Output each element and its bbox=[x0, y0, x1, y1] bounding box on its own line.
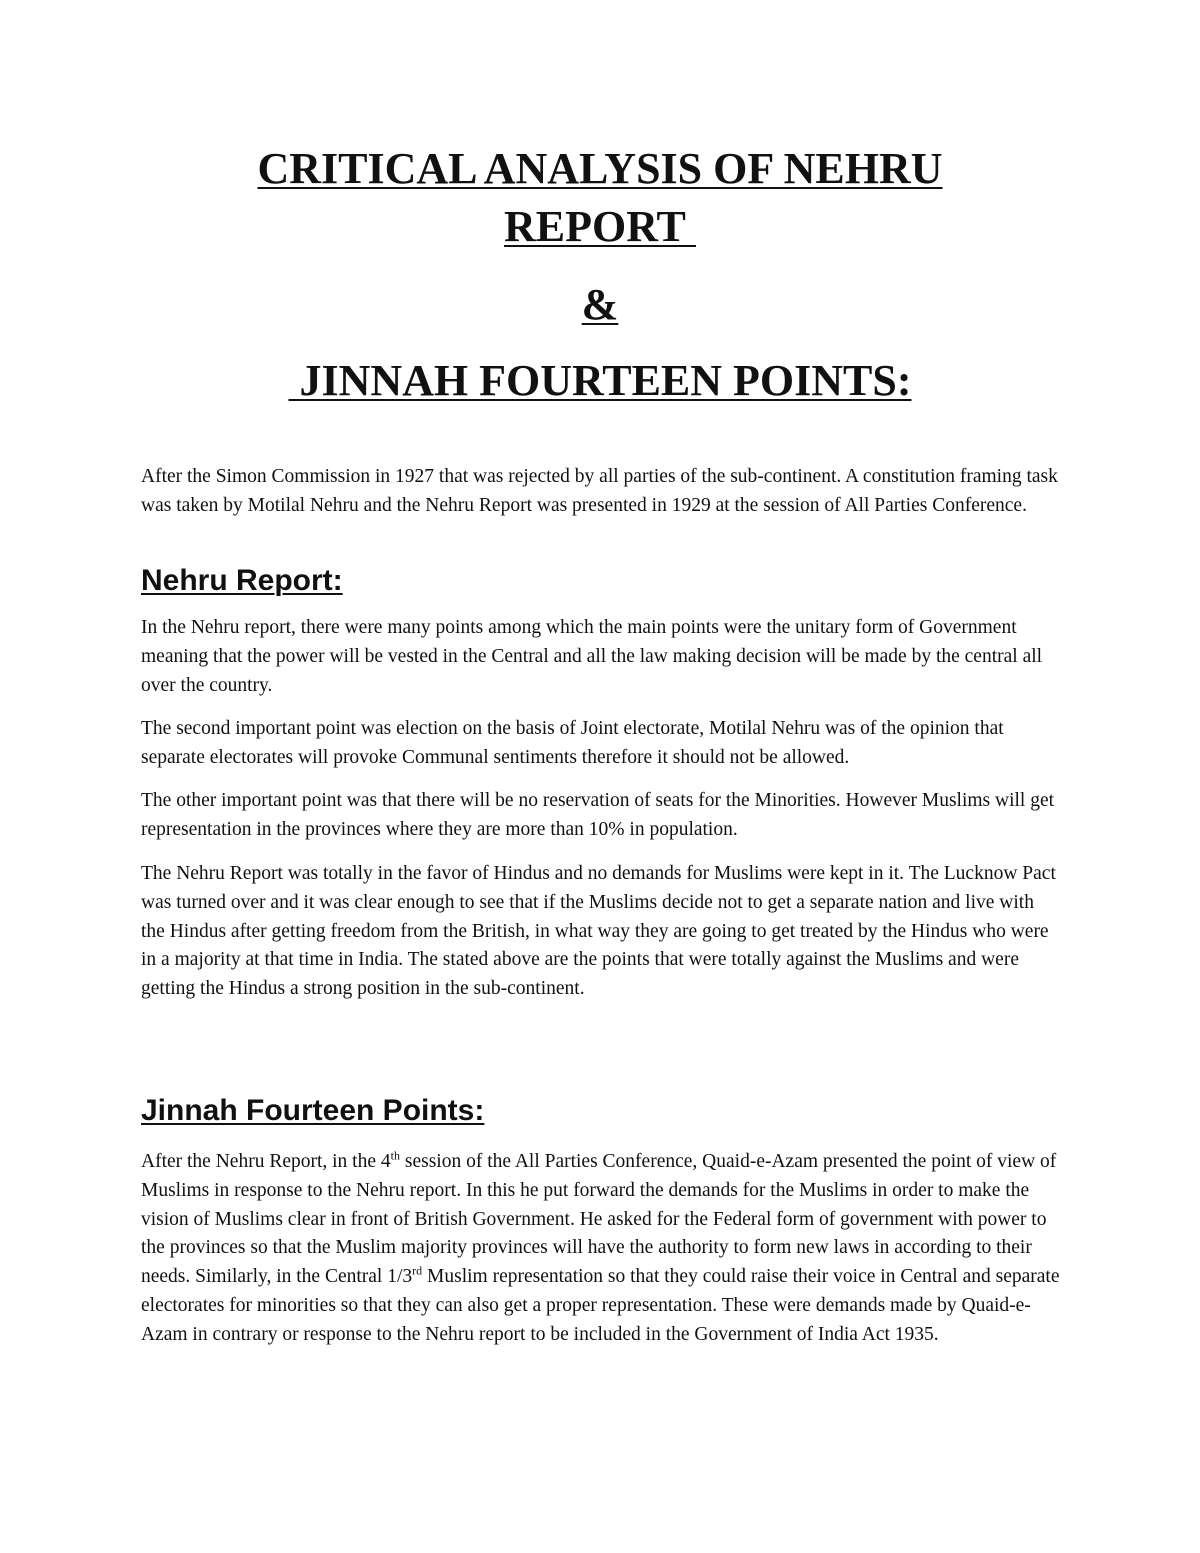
intro-paragraph: After the Simon Commission in 1927 that was rejected by all parties of the sub-continent. A constitution framing task was taken by Motilal Nehru and the Nehru Report was presented in 1929 at the session of All Parties Conference. bbox=[141, 466, 1058, 516]
jinnah-text-part-1: After the Nehru Report, in the 4 bbox=[141, 1151, 391, 1172]
nehru-paragraph-2-block bbox=[141, 715, 1061, 773]
title-line-2: REPORT bbox=[503, 202, 696, 251]
title-ampersand: & bbox=[581, 280, 619, 329]
nehru-paragraph: The second important point was election on the basis of Joint electorate, Motilal Nehru was of the opinion that separate electorates will provoke Communal sentiments therefore it should not be allowed. bbox=[141, 718, 1004, 768]
nehru-paragraph: The Nehru Report was totally in the favor of Hindus and no demands for Muslims were kept in it. The Lucknow Pact was turned over and it was clear enough to see that if the Muslims decide not to get a separate nation and live with the Hindus after getting freedom from the British, in what way they are going to get treated by the Hindus who were in a majority at that time in India. The stated above are the points that were totally against the Muslims and were getting the Hindus a strong position in the sub-continent. bbox=[141, 863, 1056, 1000]
nehru-paragraph-3-block bbox=[141, 787, 1061, 845]
jinnah-text-part-2: session of the All Parties Conference, Quaid-e-Azam presented the point of view of Muslims in response to the Nehru report. In this he put forward the demands for the Muslims in order to make the vision of Muslims clear in front of British Government. He asked for the Federal form of government with power to the provinces so that the Muslim majority provinces will have the authority to form new laws in according to their needs. Similarly, in the Central 1/3 bbox=[141, 1151, 1057, 1288]
jinnah-points-heading: Jinnah Fourteen Points: bbox=[141, 1094, 485, 1127]
nehru-report-heading: Nehru Report: bbox=[141, 564, 343, 597]
superscript-rd: rd bbox=[412, 1263, 423, 1278]
jinnah-points-section bbox=[141, 1093, 1061, 1129]
document-title bbox=[0, 140, 1200, 410]
nehru-paragraph-4-block bbox=[141, 860, 1061, 1004]
jinnah-text-part-3: Muslim representation so that they could raise their voice in Central and separate electorates for minorities so that they can also get a proper representation. These were demands made by Quaid-e-Azam in contrary or response to the Nehru report to be included in the Government of India Act 1935. bbox=[141, 1266, 1060, 1345]
title-line-4: JINNAH FOURTEEN POINTS: bbox=[288, 356, 912, 405]
title-line-1: CRITICAL ANALYSIS OF NEHRU bbox=[257, 144, 943, 193]
nehru-paragraph: The other important point was that there will be no reservation of seats for the Minorities. However Muslims will get representation in the provinces where they are more than 10% in population. bbox=[141, 790, 1055, 840]
nehru-report-section bbox=[141, 563, 1061, 599]
intro-block bbox=[141, 463, 1061, 521]
superscript-th: th bbox=[390, 1148, 400, 1163]
jinnah-paragraph bbox=[141, 1148, 1061, 1350]
jinnah-paragraph-block bbox=[141, 1148, 1061, 1350]
nehru-paragraph: In the Nehru report, there were many points among which the main points were the unitary form of Government meaning that the power will be vested in the Central and all the law making decision will be made by the central all over the country. bbox=[141, 617, 1043, 696]
nehru-paragraph-1-block bbox=[141, 614, 1061, 700]
